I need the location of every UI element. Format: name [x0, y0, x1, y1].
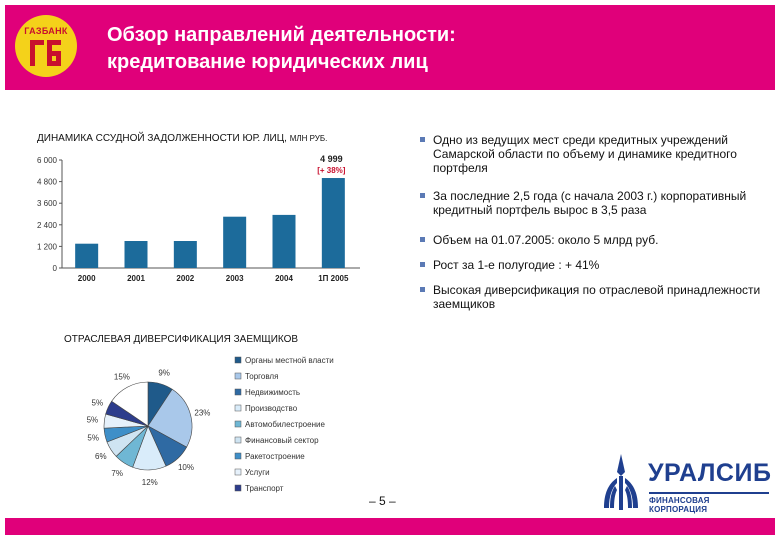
pie-slice-label: 12%: [141, 478, 158, 487]
pie-legend-label: Торговля: [245, 372, 279, 381]
gazbank-monogram-icon: [27, 38, 65, 68]
bullet-list: [420, 133, 765, 311]
page-title: [107, 22, 456, 76]
bar-x-tick-label: 2000: [77, 274, 96, 283]
pie-slice-label: 23%: [194, 408, 211, 418]
page-title-line-1: Обзор направлений деятельности:: [107, 24, 456, 46]
bar-y-tick-label: 6 000: [36, 156, 57, 165]
bar-x-tick-label: 1П 2005: [318, 274, 349, 283]
uralsib-name: УРАЛСИБ: [648, 459, 772, 487]
gazbank-logo: [15, 15, 77, 77]
pie-legend-label: Недвижимость: [245, 388, 301, 397]
pie-slice-label: 6%: [95, 452, 107, 462]
pie-legend-swatch: [235, 389, 241, 395]
bar: [223, 217, 246, 268]
header-bar: [5, 5, 775, 90]
bar-y-tick-label: 2 400: [36, 220, 57, 230]
bar-chart-title-main: ДИНАМИКА ССУДНОЙ ЗАДОЛЖЕННОСТИ ЮР. ЛИЦ,: [37, 133, 287, 144]
bullet-item: Одно из ведущих мест среди кредитных учреждений Самарской области по объему и динамике кредитного портфеля: [420, 133, 765, 175]
bar-chart-title: [37, 133, 327, 144]
bar-x-tick-label: 2004: [275, 274, 293, 283]
pie-legend-label: Органы местной власти: [245, 356, 334, 365]
bar-y-tick-label: 1 200: [36, 242, 57, 252]
pie-chart: [70, 352, 400, 502]
bar-x-tick-label: 2003: [225, 274, 244, 283]
bar-annotation-change: [+ 38%]: [317, 166, 346, 176]
bullet-item: Высокая диверсификация по отраслевой принадлежности заемщиков: [420, 283, 765, 311]
bar: [125, 241, 148, 268]
bullet-item: Объем на 01.07.2005: около 5 млрд руб.: [420, 233, 765, 247]
pie-legend-label: Производство: [245, 404, 298, 413]
bullet-item: Рост за 1-е полугодие : + 41%: [420, 258, 765, 272]
pie-legend-swatch: [235, 469, 241, 475]
uralsib-subtitle: ФИНАНСОВАЯ КОРПОРАЦИЯ: [649, 496, 710, 514]
gazbank-logo-text: ГАЗБАНК: [24, 26, 68, 36]
pie-slice-label: 5%: [87, 433, 99, 443]
pie-slice-label: 5%: [91, 398, 104, 408]
bar-x-tick-label: 2002: [176, 274, 195, 283]
pie-slice-label: 7%: [111, 468, 123, 478]
bar-y-tick-label: 4 800: [36, 177, 57, 187]
pie-legend-label: Финансовый сектор: [245, 436, 319, 445]
uralsib-emblem-icon: [598, 452, 644, 512]
pie-slice-label: 15%: [113, 372, 130, 382]
pie-legend-swatch: [235, 453, 241, 459]
pie-legend-swatch: [235, 373, 241, 379]
bar: [174, 241, 197, 268]
bar-y-tick-label: 0: [52, 264, 57, 273]
bar-x-tick-label: 2001: [127, 274, 145, 283]
bullet-item: За последние 2,5 года (с начала 2003 г.) корпоративный кредитный портфель вырос в 3,5 раза: [420, 189, 765, 217]
bar-chart: [30, 148, 360, 308]
page-number: – 5 –: [369, 494, 396, 508]
footer-bar: [5, 518, 775, 535]
page-title-line-2: кредитование юридических лиц: [107, 51, 428, 73]
bar: [75, 244, 98, 268]
bar-y-tick-label: 3 600: [36, 199, 57, 209]
bar: [273, 215, 296, 268]
pie-slice-label: 9%: [158, 368, 170, 378]
pie-legend-label: Ракетостроение: [245, 452, 305, 461]
pie-legend-swatch: [235, 405, 241, 411]
pie-legend-swatch: [235, 437, 241, 443]
pie-legend-swatch: [235, 421, 241, 427]
pie-slice-label: 5%: [86, 415, 99, 425]
uralsib-divider: [649, 492, 769, 494]
pie-legend-label: Транспорт: [245, 484, 284, 493]
bar-chart-title-unit: МЛН РУБ.: [289, 134, 328, 143]
pie-chart-title: ОТРАСЛЕВАЯ ДИВЕРСИФИКАЦИЯ ЗАЕМЩИКОВ: [64, 334, 299, 345]
bar: [322, 178, 345, 268]
pie-legend-swatch: [235, 485, 241, 491]
pie-slice-label: 10%: [177, 463, 195, 473]
pie-legend-label: Автомобилестроение: [245, 420, 325, 429]
pie-legend-swatch: [235, 357, 241, 363]
bar-annotation-value: 4 999: [320, 154, 343, 165]
uralsib-logo: [598, 452, 770, 514]
pie-legend-label: Услуги: [245, 468, 270, 477]
